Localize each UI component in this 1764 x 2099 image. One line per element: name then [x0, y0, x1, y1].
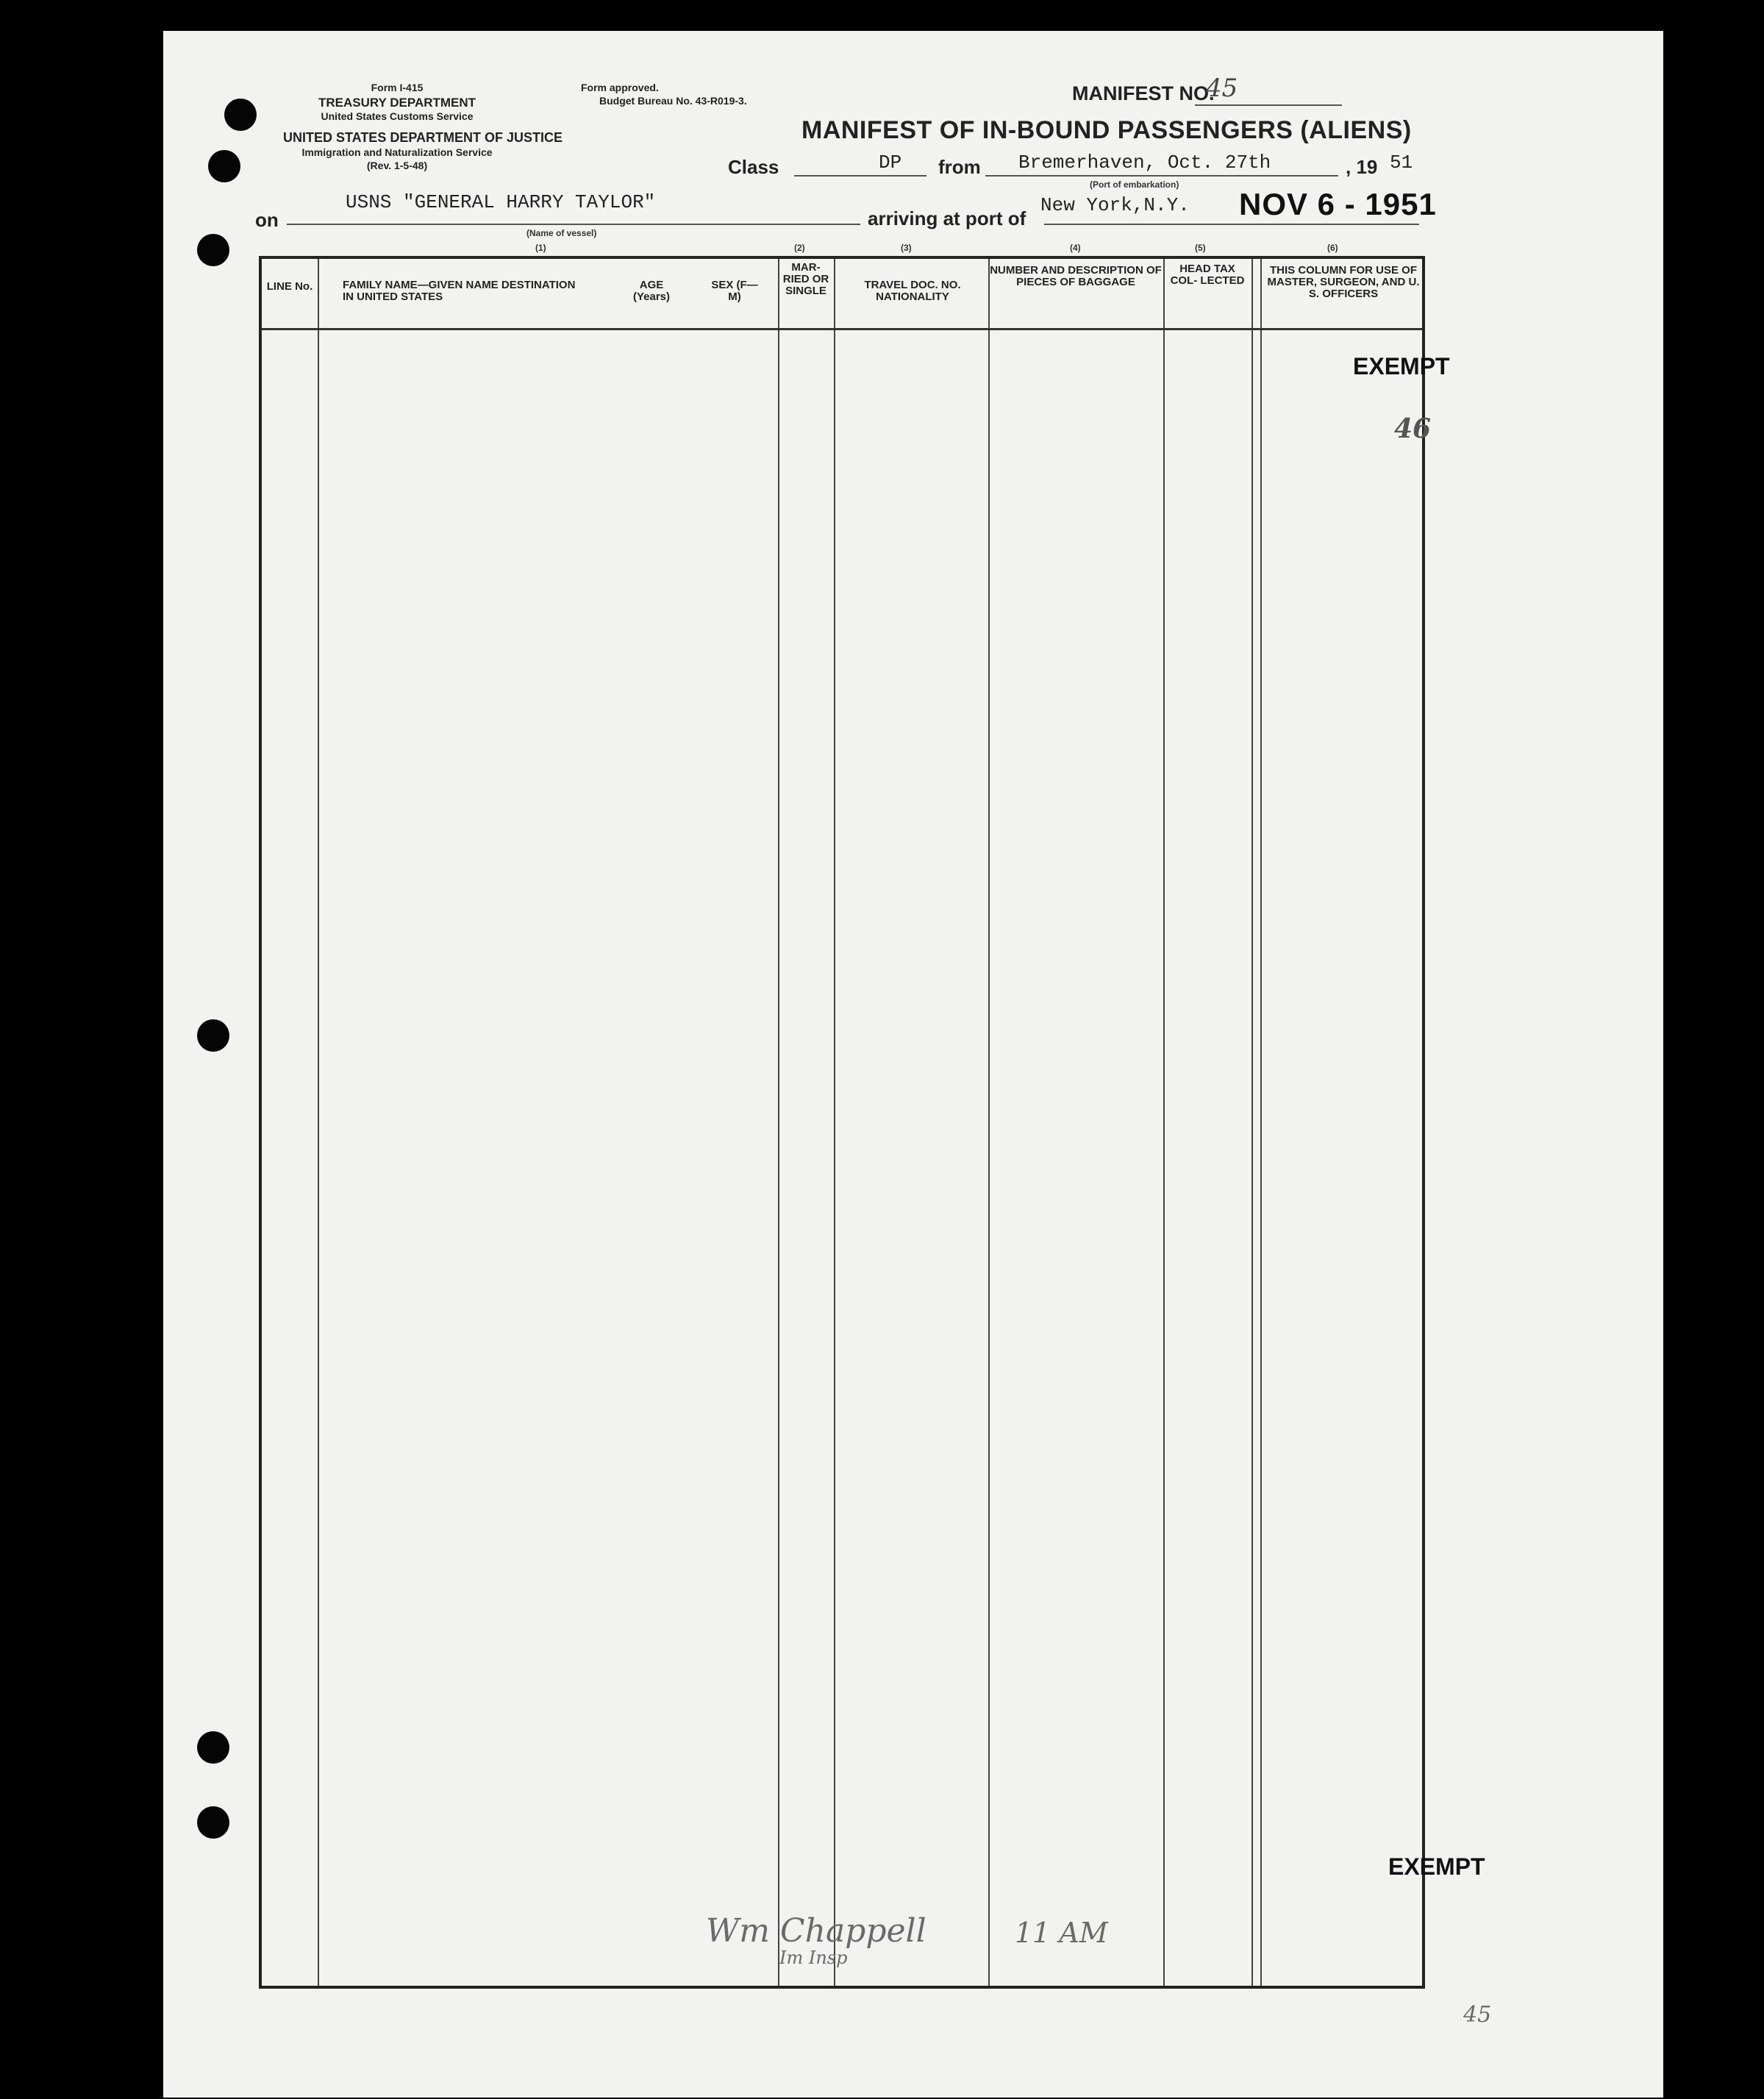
- class-label: Class: [728, 156, 779, 178]
- punch-hole: [197, 1806, 229, 1839]
- class-value: DP: [879, 152, 902, 174]
- col-num-4: (4): [1070, 243, 1081, 253]
- col-officers: THIS COLUMN FOR USE OF MASTER, SURGEON, AND U. S. OFFICERS: [1267, 264, 1420, 300]
- arrival-port: New York,N.Y.: [1040, 194, 1190, 216]
- col-num-2: (2): [794, 243, 805, 253]
- dept-treasury: TREASURY DEPARTMENT: [318, 96, 476, 110]
- arrival-date-stamp: NOV 6 - 1951: [1239, 187, 1437, 221]
- from-label: from: [938, 156, 981, 178]
- dept-justice: UNITED STATES DEPARTMENT OF JUSTICE: [282, 130, 563, 145]
- exempt-stamp-bottom: EXEMPT: [1388, 1853, 1485, 1880]
- punch-hole: [197, 1019, 229, 1052]
- arrival-underline: [1044, 224, 1419, 225]
- immigration-service: Immigration and Naturalization Service: [301, 146, 493, 158]
- from-underline: [985, 175, 1338, 177]
- year-prefix: , 19: [1346, 156, 1378, 178]
- col-num-5: (5): [1195, 243, 1206, 253]
- revision-date: (Rev. 1-5-48): [366, 160, 428, 171]
- year-value: 51: [1390, 152, 1413, 174]
- punch-hole: [197, 234, 229, 266]
- vessel-underline: [287, 224, 860, 225]
- col-num-6: (6): [1327, 243, 1338, 253]
- inspector-signature: Wm Chappell: [706, 1912, 926, 1950]
- col-num-1: (1): [535, 243, 546, 253]
- manifest-title: MANIFEST OF IN-BOUND PASSENGERS (ALIENS): [801, 116, 1412, 144]
- col-married: MAR- RIED OR SINGLE: [782, 261, 829, 297]
- manifest-number: 45: [1206, 74, 1238, 103]
- form-approved: Form approved.: [581, 82, 659, 93]
- punch-hole: [224, 99, 257, 131]
- punch-hole: [197, 1731, 229, 1764]
- exempt-stamp-top: EXEMPT: [1353, 353, 1450, 379]
- corner-number: 45: [1463, 2002, 1492, 2028]
- passenger-table: [259, 256, 1425, 1989]
- form-number: Form I-415: [371, 82, 424, 93]
- col-line-no: LINE No.: [266, 280, 313, 293]
- from-port: Bremerhaven, Oct. 27th: [1018, 152, 1271, 174]
- col-travel-doc: TRAVEL DOC. NO. NATIONALITY: [864, 279, 961, 303]
- port-embarkation-caption: (Port of embarkation): [1090, 179, 1179, 190]
- arriving-label: arriving at port of: [868, 207, 1026, 229]
- margin-note-46: 46: [1394, 413, 1432, 444]
- on-label: on: [255, 209, 279, 231]
- punch-hole: [208, 150, 240, 182]
- customs-service: United States Customs Service: [321, 110, 474, 122]
- budget-bureau: Budget Bureau No. 43-R019-3.: [599, 95, 747, 107]
- signature-subtitle: Im Insp: [779, 1947, 848, 1968]
- col-head-tax: HEAD TAX COL- LECTED: [1170, 263, 1245, 287]
- col-age: AGE (Years): [632, 279, 671, 303]
- manifest-label: MANIFEST NO.: [1072, 82, 1215, 104]
- col-num-3: (3): [901, 243, 912, 253]
- col-name: FAMILY NAME—GIVEN NAME DESTINATION IN UNITED STATES: [343, 279, 576, 303]
- class-underline: [794, 175, 926, 177]
- table-body: [262, 259, 1422, 1986]
- col-baggage: NUMBER AND DESCRIPTION OF PIECES OF BAGGAGE: [990, 264, 1162, 288]
- vessel-name: USNS "GENERAL HARRY TAYLOR": [346, 191, 656, 213]
- vessel-caption: (Name of vessel): [526, 228, 597, 238]
- col-sex: SEX (F—M): [711, 279, 758, 303]
- time-note: 11 AM: [1015, 1917, 1108, 1949]
- manifest-number-underline: [1195, 104, 1342, 106]
